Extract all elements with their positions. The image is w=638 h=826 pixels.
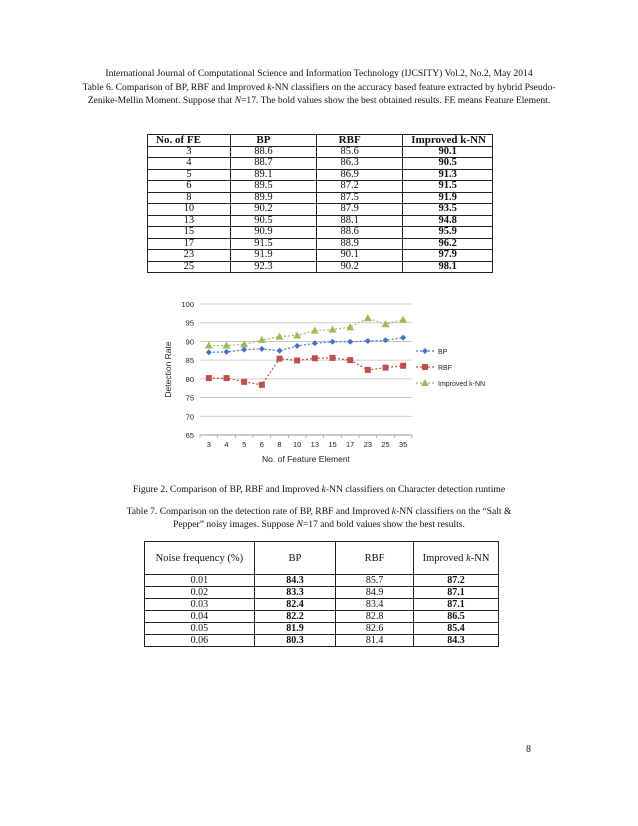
table-cell: 89.9	[230, 192, 316, 204]
table-cell: 85.7	[336, 575, 414, 587]
x-tick-label: 35	[398, 440, 408, 449]
data-point	[311, 327, 319, 334]
caption-text: Figure 2. Comparison of BP, RBF and Improved	[132, 484, 322, 495]
x-tick-label: 8	[277, 440, 282, 449]
table-cell: 0.01	[145, 575, 255, 587]
y-tick-label: 70	[185, 412, 194, 422]
series-line-rbf	[209, 358, 403, 385]
table-cell: 88.6	[230, 146, 316, 158]
table-row	[148, 250, 493, 262]
table7-body	[145, 542, 499, 647]
table6-col-header: BP	[230, 135, 316, 147]
table-cell: 82.4	[254, 599, 335, 611]
x-tick-label: 13	[310, 440, 320, 449]
table-cell: 0.02	[145, 587, 255, 599]
table-row	[148, 146, 493, 158]
table-cell: 0.06	[145, 635, 255, 647]
x-tick-label: 15	[328, 440, 337, 449]
table-cell: 90.9	[230, 227, 316, 239]
y-tick-label: 100	[181, 300, 194, 309]
caption-text: =17. The bold values show the best obtained results. FE means Feature Element.	[240, 94, 551, 106]
figure2-caption	[0, 484, 638, 495]
data-point	[399, 316, 407, 323]
table-cell: 84.9	[336, 587, 414, 599]
table-cell: 90.5	[403, 158, 493, 170]
data-point	[364, 314, 372, 321]
table7-col-header: Improved k-NN	[414, 542, 499, 575]
table-cell: 86.9	[317, 169, 403, 181]
table-cell: 81.9	[254, 623, 335, 635]
table-cell: 88.9	[317, 238, 403, 250]
caption-text: Table 7. Comparison on the detection rate of BP, RBF and Improved	[126, 506, 392, 517]
table6-col-header: RBF	[317, 135, 403, 147]
y-tick-label: 95	[185, 318, 194, 328]
table-row	[145, 611, 499, 623]
data-point	[347, 357, 353, 363]
legend-marker	[422, 348, 428, 354]
table-cell: 91.3	[403, 169, 493, 181]
table-cell: 87.2	[317, 181, 403, 193]
table-cell: 82.8	[336, 611, 414, 623]
table6-col-header: Improved k-NN	[403, 135, 493, 147]
data-point	[205, 342, 213, 349]
legend-marker	[422, 364, 428, 370]
table-cell: 87.1	[414, 587, 499, 599]
table6-col-header: No. of FE	[148, 135, 231, 147]
legend-marker	[421, 379, 429, 386]
caption-italic: k	[391, 506, 397, 517]
data-point	[294, 358, 300, 364]
data-point	[330, 355, 336, 361]
table-cell: 97.9	[403, 250, 493, 262]
table-cell: 4	[148, 158, 231, 170]
table-cell: 23	[148, 250, 231, 262]
data-point	[400, 335, 406, 341]
table6-caption	[70, 82, 568, 107]
table-cell: 84.3	[254, 575, 335, 587]
data-point	[224, 349, 230, 355]
table7-caption	[110, 506, 528, 531]
table-cell: 83.4	[336, 599, 414, 611]
data-point	[277, 348, 283, 354]
table7-col-header: RBF	[336, 542, 414, 575]
data-point	[277, 356, 283, 362]
data-point	[259, 346, 265, 352]
table-cell: 85.6	[317, 146, 403, 158]
data-point	[294, 343, 300, 349]
table-row	[148, 192, 493, 204]
y-tick-label: 75	[185, 393, 194, 403]
table-cell: 89.1	[230, 169, 316, 181]
table-cell: 17	[148, 238, 231, 250]
y-axis-label: Detection Rate	[163, 341, 173, 398]
table-cell: 82.6	[336, 623, 414, 635]
table-cell: 88.1	[317, 215, 403, 227]
data-point	[365, 367, 371, 373]
table-row	[145, 623, 499, 635]
table-cell: 88.7	[230, 158, 316, 170]
table-cell: 8	[148, 192, 231, 204]
table7-col-header: BP	[254, 542, 335, 575]
table7-col-header: Noise frequency (%)	[145, 542, 255, 575]
y-tick-label: 85	[185, 356, 194, 366]
x-tick-label: 23	[363, 440, 373, 449]
x-tick-label: 10	[292, 440, 302, 449]
table-cell: 10	[148, 204, 231, 216]
journal-header: International Journal of Computational Science and Information Technology (IJCSITY) Vol.2, No.2, May 2014	[105, 68, 533, 79]
table-cell: 96.2	[403, 238, 493, 250]
caption-italic: N	[296, 518, 303, 530]
x-tick-label: 3	[206, 440, 211, 449]
x-tick-label: 17	[345, 440, 355, 449]
data-point	[383, 337, 389, 343]
table-cell: 81.4	[336, 635, 414, 647]
table-row	[145, 635, 499, 647]
table-row	[148, 261, 493, 273]
caption-italic: k	[267, 82, 272, 93]
table-cell: 93.5	[403, 204, 493, 216]
data-point	[224, 375, 230, 381]
data-point	[365, 338, 371, 344]
table-cell: 83.3	[254, 587, 335, 599]
data-point	[259, 382, 265, 388]
table-row	[145, 575, 499, 587]
data-point	[383, 365, 389, 371]
table-row	[148, 238, 493, 250]
data-point	[241, 347, 247, 353]
table-cell: 87.1	[414, 599, 499, 611]
table-cell: 90.1	[403, 146, 493, 158]
table-cell: 95.9	[403, 227, 493, 239]
table-cell: 91.5	[230, 238, 316, 250]
table-cell: 84.3	[414, 635, 499, 647]
table-cell: 90.1	[317, 250, 403, 262]
x-tick-label: 5	[242, 440, 247, 449]
caption-text: -NN classifiers on the accuracy based feature extracted by hybrid Pseudo-Zenike-Mellin Moment. Suppose that	[87, 82, 556, 106]
table-cell: 92.3	[230, 261, 316, 273]
table-cell: 91.5	[403, 181, 493, 193]
table6	[147, 134, 493, 273]
caption-italic: N	[234, 94, 241, 106]
y-tick-label: 90	[185, 337, 194, 347]
table-row	[148, 158, 493, 170]
legend-label: RBF	[438, 365, 452, 372]
table-cell: 13	[148, 215, 231, 227]
x-tick-label: 25	[381, 440, 390, 449]
table6-body	[148, 146, 493, 273]
table6-header-row	[148, 135, 493, 147]
data-point	[241, 379, 247, 385]
caption-text: -NN classifiers on Character detection runtime	[325, 484, 506, 495]
table-cell: 91.9	[403, 192, 493, 204]
table-row	[148, 227, 493, 239]
table-cell: 86.5	[414, 611, 499, 623]
table-cell: 87.9	[317, 204, 403, 216]
table-cell: 0.04	[145, 611, 255, 623]
table7	[144, 541, 499, 647]
caption-text: -NN classifiers on the “Salt & Pepper” noisy images. Suppose	[173, 506, 512, 530]
data-point	[206, 349, 212, 355]
legend-label: Improved k-NN	[438, 381, 486, 388]
x-tick-label: 6	[259, 440, 264, 449]
caption-italic: k	[321, 484, 326, 495]
table-cell: 25	[148, 261, 231, 273]
table-cell: 87.2	[414, 575, 499, 587]
caption-text: =17 and bold values show the best results.	[302, 518, 465, 530]
table-cell: 15	[148, 227, 231, 239]
data-point	[330, 339, 336, 345]
table-cell: 88.6	[317, 227, 403, 239]
legend-label: BP	[438, 349, 448, 356]
table-cell: 94.8	[403, 215, 493, 227]
x-tick-label: 4	[224, 440, 229, 449]
table-cell: 80.3	[254, 635, 335, 647]
data-point	[400, 363, 406, 369]
table-cell: 89.5	[230, 181, 316, 193]
page-number: 8	[526, 744, 531, 755]
y-tick-label: 80	[185, 374, 194, 384]
table-cell: 90.5	[230, 215, 316, 227]
data-point	[347, 339, 353, 345]
table-cell: 85.4	[414, 623, 499, 635]
table-cell: 0.05	[145, 623, 255, 635]
table-row	[148, 181, 493, 193]
table-cell: 3	[148, 146, 231, 158]
table-cell: 87.5	[317, 192, 403, 204]
data-point	[276, 333, 284, 340]
data-point	[206, 375, 212, 381]
table-cell: 6	[148, 181, 231, 193]
caption-text: Table 6. Comparison of BP, RBF and Improved	[82, 82, 268, 93]
table-row	[148, 169, 493, 181]
x-axis-label: No. of Feature Element	[262, 454, 350, 464]
table-cell: 91.9	[230, 250, 316, 262]
table-cell: 90.2	[317, 261, 403, 273]
table-cell: 5	[148, 169, 231, 181]
y-tick-label: 65	[185, 431, 194, 440]
table-cell: 90.2	[230, 204, 316, 216]
detection-rate-chart	[150, 296, 500, 476]
table-cell: 98.1	[403, 261, 493, 273]
table-cell: 82.2	[254, 611, 335, 623]
table-row	[148, 204, 493, 216]
table-cell: 0.03	[145, 599, 255, 611]
table-row	[145, 599, 499, 611]
data-point	[312, 355, 318, 361]
table7-header-row	[145, 542, 499, 575]
data-point	[346, 323, 354, 330]
table-row	[148, 215, 493, 227]
table-cell: 86.3	[317, 158, 403, 170]
table-row	[145, 587, 499, 599]
